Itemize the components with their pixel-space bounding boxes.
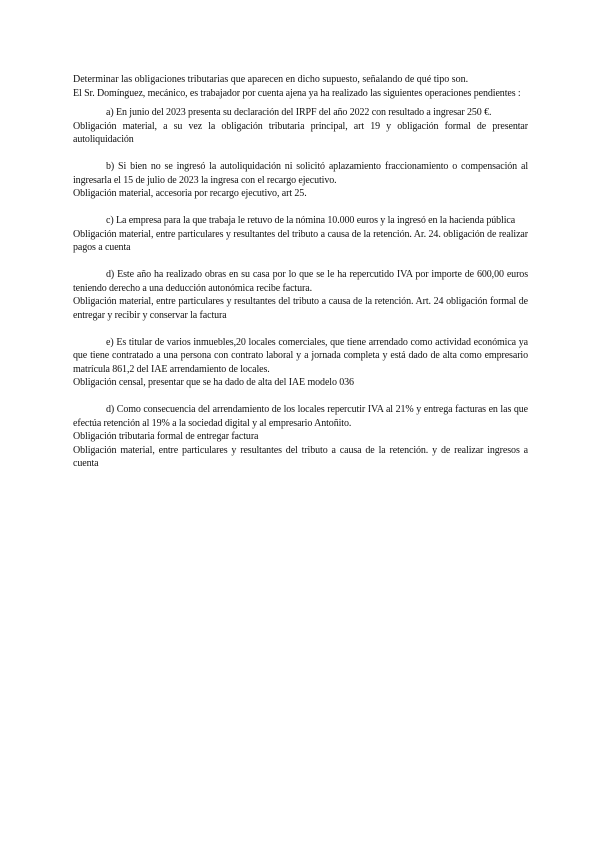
- spacer: [73, 390, 528, 404]
- item-e-answer: Obligación censal, presentar que se ha dado de alta del IAE modelo 036: [73, 377, 354, 388]
- spacer: [73, 322, 528, 336]
- spacer: [73, 147, 528, 161]
- item-c-answer: Obligación material, entre particulares y resultantes del tributo a causa de la retención. Ar. 24. obligación de realizar pagos a cuenta: [73, 228, 528, 253]
- item-d-answer: Obligación material, entre particulares y resultantes del tributo a causa de la retención. Art. 24 obligación formal de entregar y recibir y conservar la factura: [73, 296, 528, 321]
- task-instruction: Determinar las obligaciones tributarias que aparecen en dicho supuesto, señalando de qué tipo son.: [73, 74, 469, 85]
- item-b-answer: Obligación material, accesoria por recargo ejecutivo, art 25.: [73, 188, 307, 199]
- spacer: [73, 201, 528, 215]
- item-d2-statement: d) Como consecuencia del arrendamiento de los locales repercutir IVA al 21% y entrega facturas en las que efectúa retención al 19% a la sociedad digital y al empresario Antoñito.: [73, 404, 528, 429]
- case-description: El Sr. Domínguez, mecánico, es trabajador por cuenta ajena ya ha realizado las siguientes operaciones pendientes :: [73, 87, 521, 99]
- item-a-answer: Obligación material, a su vez la obligación tributaria principal, art 19 y obligación formal de presentar autoliquidación: [73, 120, 528, 145]
- item-c-statement: c) La empresa para la que trabaja le retuvo de la nómina 10.000 euros y la ingresó en la hacienda pública: [106, 215, 516, 226]
- item-d2-answer-2: Obligación material, entre particulares y resultantes del tributo a causa de la retención. y de realizar ingresos a cuenta: [73, 444, 528, 469]
- item-b-statement: b) Si bien no se ingresó la autoliquidación ni solicitó aplazamiento fraccionamiento o compensación al ingresarla el 15 de julio de 2023 la ingresa con el recargo ejecutivo.: [73, 161, 528, 186]
- item-a-statement: a) En junio del 2023 presenta su declaración del IRPF del año 2022 con resultado a ingresar 250 €.: [106, 107, 492, 118]
- item-d-statement: d) Este año ha realizado obras en su casa por lo que se le ha repercutido IVA por importe de 600,00 euros teniendo derecho a una deducción autonómica recibe factura.: [73, 269, 528, 294]
- item-d2-answer-1: Obligación tributaria formal de entregar factura: [73, 431, 259, 442]
- spacer: [73, 255, 528, 269]
- document-page: [73, 73, 528, 471]
- item-e-statement: e) Es titular de varios inmuebles,20 locales comerciales, que tiene arrendado como actividad económica ya que tiene contratado a una persona con contrato laboral y a jornada completa y está dado de alta como empresario matrícula 861,2 del IAE arrendamiento de locales.: [73, 336, 528, 375]
